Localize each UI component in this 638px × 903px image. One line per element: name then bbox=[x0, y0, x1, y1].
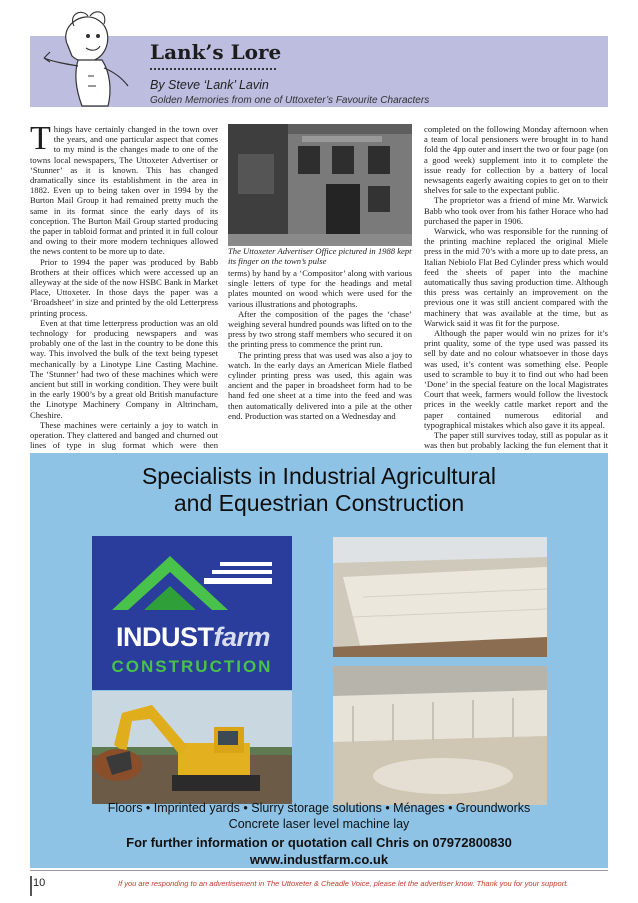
industfarm-logo bbox=[92, 536, 292, 690]
ad-phone-line: For further information or quotation call Chris on 07972800830 bbox=[126, 835, 512, 850]
page-title: Lank’s Lore bbox=[150, 40, 282, 64]
logo-farm-text: farm bbox=[213, 622, 271, 652]
footer-page-marker bbox=[30, 876, 32, 896]
article-paragraph: Warwick, who was responsible for the running of the printing machine replaced the original Miele press in the mid 70’s with a more up to date press, an Italian Nebiolo Flat Bed Cylinder press which would feed the sheets of paper into the machine automatically thus saving production time. Although this press was certainly an improvement on the previous one it was still ancient compared with the machinery that was available at the time, but as Warwick said it was fit for the purpose. bbox=[424, 226, 608, 328]
article-paragraph: completed on the following Monday afternoon when a team of local pensioners were brought in to hand fold the 4pp outer and insert the two or four page (on a good week) supplement into it to complete the issue ready for collection by a battery of local newsagents eagerly awaiting copies to get on to their shelves for sale to the expectant public. bbox=[424, 124, 608, 196]
article-paragraph: Prior to 1994 the paper was produced by Babb Brothers at their offices which were accessed up an alleyway at the side of the now HSBC Bank in Market Place, Uttoxeter. In those days the paper was a ‘Broadsheet’ in size and printed by the old Letterpress printing process. bbox=[30, 256, 218, 318]
footer-divider bbox=[30, 870, 608, 871]
services-list: Floors • Imprinted yards • Slurry storage solutions • Ménages • Groundworks bbox=[107, 801, 531, 815]
subtitle: Golden Memories from one of Uttoxeter’s Favourite Characters bbox=[150, 95, 430, 106]
page-number: 10 bbox=[33, 877, 46, 889]
article-paragraph: These machines were certainly a joy to watch in operation. They clattered and banged and churned out lines of type in slug format which were then bbox=[30, 419, 218, 450]
article-column-2 bbox=[228, 268, 412, 450]
concrete-floor-photo bbox=[333, 537, 547, 657]
logo-indust-text: INDUST bbox=[115, 622, 214, 652]
article-paragraph: Even at that time letterpress production was an old technology for producing newspapers and was probably one of the last in the country to be done this way. This involved the bulk of the text being typeset mechanically by a Linotype Line Casting Machine. The ‘Stunner’ had two of these machines which were ancient but still in working condition. They were built in the early 1900’s by a great old British manufacture the Linotype Machinery Company in Altrincham, Cheshire. bbox=[30, 317, 218, 420]
drop-cap: T bbox=[30, 124, 51, 157]
article-paragraph: After the composition of the pages the ‘chase’ weighing several hundred pounds was lifted on to the press by two strong staff members who secured it on the printing press to commence the print run. bbox=[228, 308, 412, 350]
slurry-store-photo bbox=[333, 666, 547, 805]
article-column-1 bbox=[30, 124, 218, 450]
industfarm-advert bbox=[30, 453, 608, 868]
ad-services bbox=[30, 800, 608, 832]
article-paragraph: The printing press that was used was also a joy to watch. In the early days an American Miele flatbed cylinder printing press was used, this again was ancient and the paper in broadsheet form had to be hand fed one sheet at a time into the feed and was then automatically delivered into a pile at the other end. Production was started on a Wednesday and bbox=[228, 349, 412, 421]
byline: By Steve ‘Lank’ Lavin bbox=[150, 78, 269, 92]
paragraph-text: hings have certainly changed in the town over the years, and one particular aspect that comes to my mind is the changes made to one of the towns local newspapers, The Uttoxeter Advertiser or ‘Stunner’ as it is known. This has changed dramatically since its establishment in the area in 1882. Even up to being taken over in 1994 by the Burton Mail Group it had remained pretty much the same in its format since the early days of its conception. The Burton Mail Group started producing the paper in tabloid format and printed it in full colour and owing to their more modern techniques allowed the news content to be more up to date. bbox=[30, 124, 218, 257]
excavator-photo bbox=[92, 691, 292, 804]
mascot-illustration bbox=[38, 6, 134, 110]
article-paragraph: Although the paper would win no prizes for it’s print quality, some of the type used was passed its sell by date and no colour whatsoever in those days was used, it’s content was something else. People used to scramble to buy it to find out who had been ‘Done’ in the special feature on the local Magistrates Court that week, farmers would follow the livestock prices in the weekly cattle market report and the paper contained numerous editorial and typographical mistakes which also gave it its appeal. bbox=[424, 328, 608, 430]
logo-wordmark bbox=[98, 622, 288, 653]
logo-tagline: CONSTRUCTION bbox=[111, 657, 273, 676]
ad-headline-line: Specialists in Industrial Agricultural bbox=[141, 463, 497, 489]
ad-website-link[interactable]: www.industfarm.co.uk bbox=[249, 852, 389, 867]
barn-roof-icon bbox=[108, 548, 276, 618]
ad-call-to-action bbox=[30, 834, 608, 868]
article-paragraph: The proprietor was a friend of mine Mr. Warwick Babb who took over from his father Horace who had purchased the paper in 1906. bbox=[424, 195, 608, 226]
photo-caption: The Uttoxeter Advertiser Office pictured in 1988 kept its finger on the town’s pulse bbox=[228, 246, 412, 266]
ad-headline-line: and Equestrian Construction bbox=[173, 490, 465, 516]
ad-headline bbox=[30, 463, 608, 517]
article-paragraph: terms) by hand by a ‘Compositor’ along with various single letters of type for the headings and metal plates mounted on wood which were used for the various illustrations and photographs. bbox=[228, 268, 412, 309]
services-extra: Concrete laser level machine lay bbox=[228, 817, 410, 831]
title-divider bbox=[150, 68, 276, 70]
article-column-3 bbox=[424, 124, 608, 450]
footer-note: If you are responding to an advertisement in The Uttoxeter & Cheadle Voice, please let the advertiser know. Thank you for your support. bbox=[118, 879, 569, 888]
article-paragraph: The paper still survives today, still as popular as it was then but probably lacking the fun element that it bbox=[424, 430, 608, 450]
article-paragraph bbox=[30, 124, 218, 257]
advertiser-office-photo bbox=[228, 124, 412, 246]
